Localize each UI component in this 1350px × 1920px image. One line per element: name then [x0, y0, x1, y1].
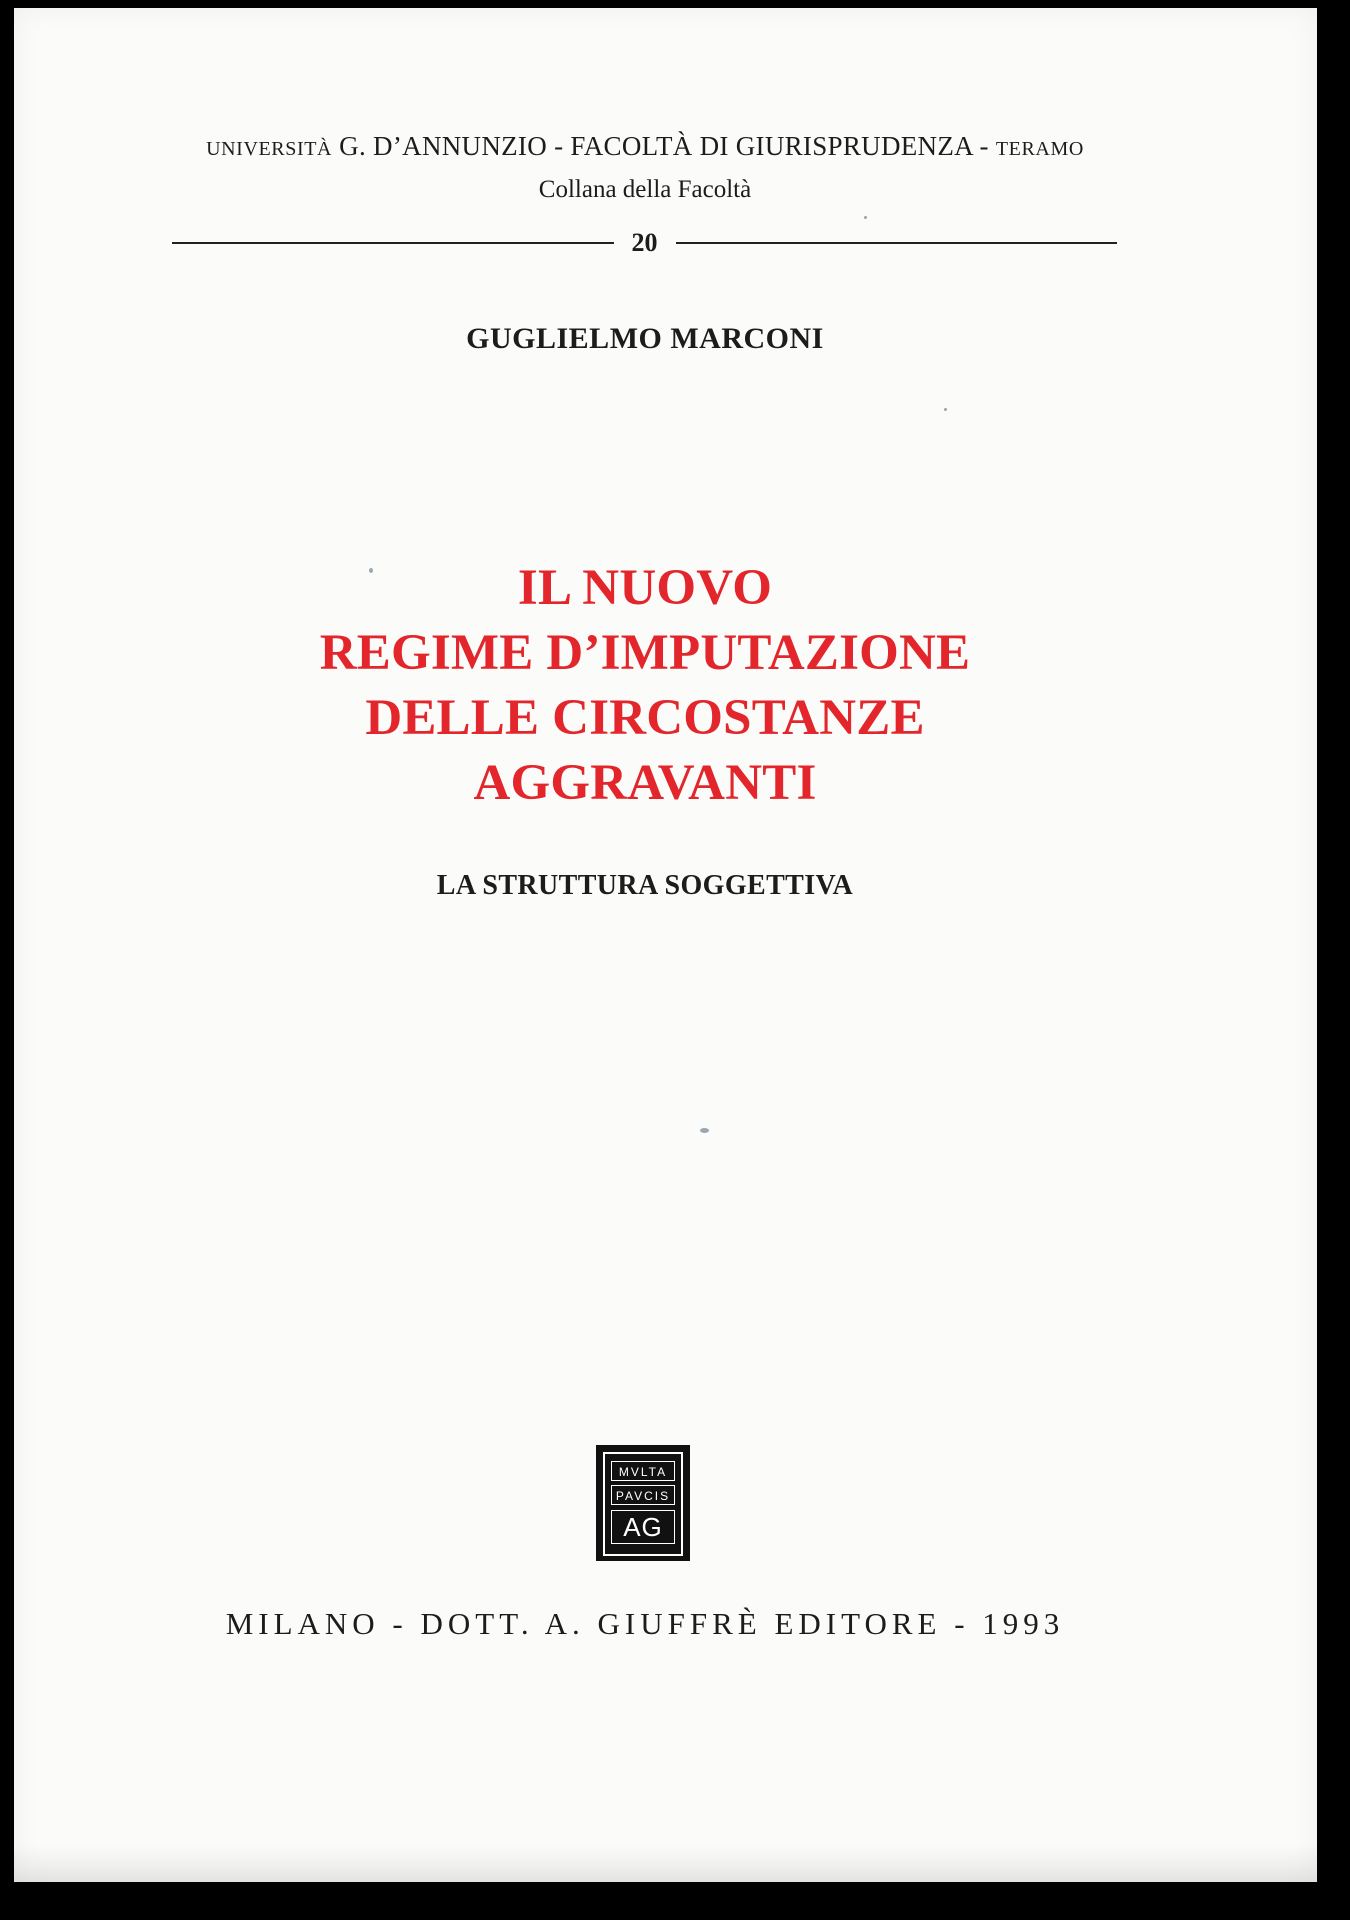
paper-speck [944, 408, 947, 411]
faculty-name: G. D’ANNUNZIO - FACOLTÀ DI GIURISPRUDENZA - [339, 131, 989, 161]
book-title [14, 556, 1276, 816]
author-name: GUGLIELMO MARCONI [466, 322, 824, 355]
publisher-logo [596, 1445, 690, 1561]
series-number-row [172, 226, 1117, 260]
publisher-imprint: MILANO - DOTT. A. GIUFFRÈ EDITORE - 1993 [225, 1606, 1065, 1641]
logo-motto-line2: PAVCIS [611, 1485, 675, 1505]
divider-left [172, 242, 614, 244]
logo-motto-line1: MVLTA [611, 1461, 675, 1481]
divider-right [676, 242, 1118, 244]
series-name: Collana della Facoltà [538, 176, 752, 203]
teramo-word: TERAMO [995, 138, 1084, 160]
paper-speck [864, 216, 867, 219]
paper-speck [700, 1128, 709, 1133]
university-header [14, 128, 1276, 207]
title-line: AGGRAVANTI [473, 755, 817, 811]
book-title-page [14, 8, 1317, 1882]
logo-frame [603, 1452, 683, 1556]
title-line: REGIME D’IMPUTAZIONE [319, 625, 971, 681]
paper-speck [369, 568, 373, 573]
book-subtitle: LA STRUTTURA SOGGETTIVA [436, 870, 854, 901]
university-line [14, 128, 1276, 167]
series-number: 20 [631, 228, 658, 257]
title-line: IL NUOVO [517, 560, 773, 616]
universita-word: UNIVERSITÀ [206, 138, 333, 160]
logo-initials: AG [611, 1510, 675, 1544]
title-line: DELLE CIRCOSTANZE [365, 690, 925, 746]
